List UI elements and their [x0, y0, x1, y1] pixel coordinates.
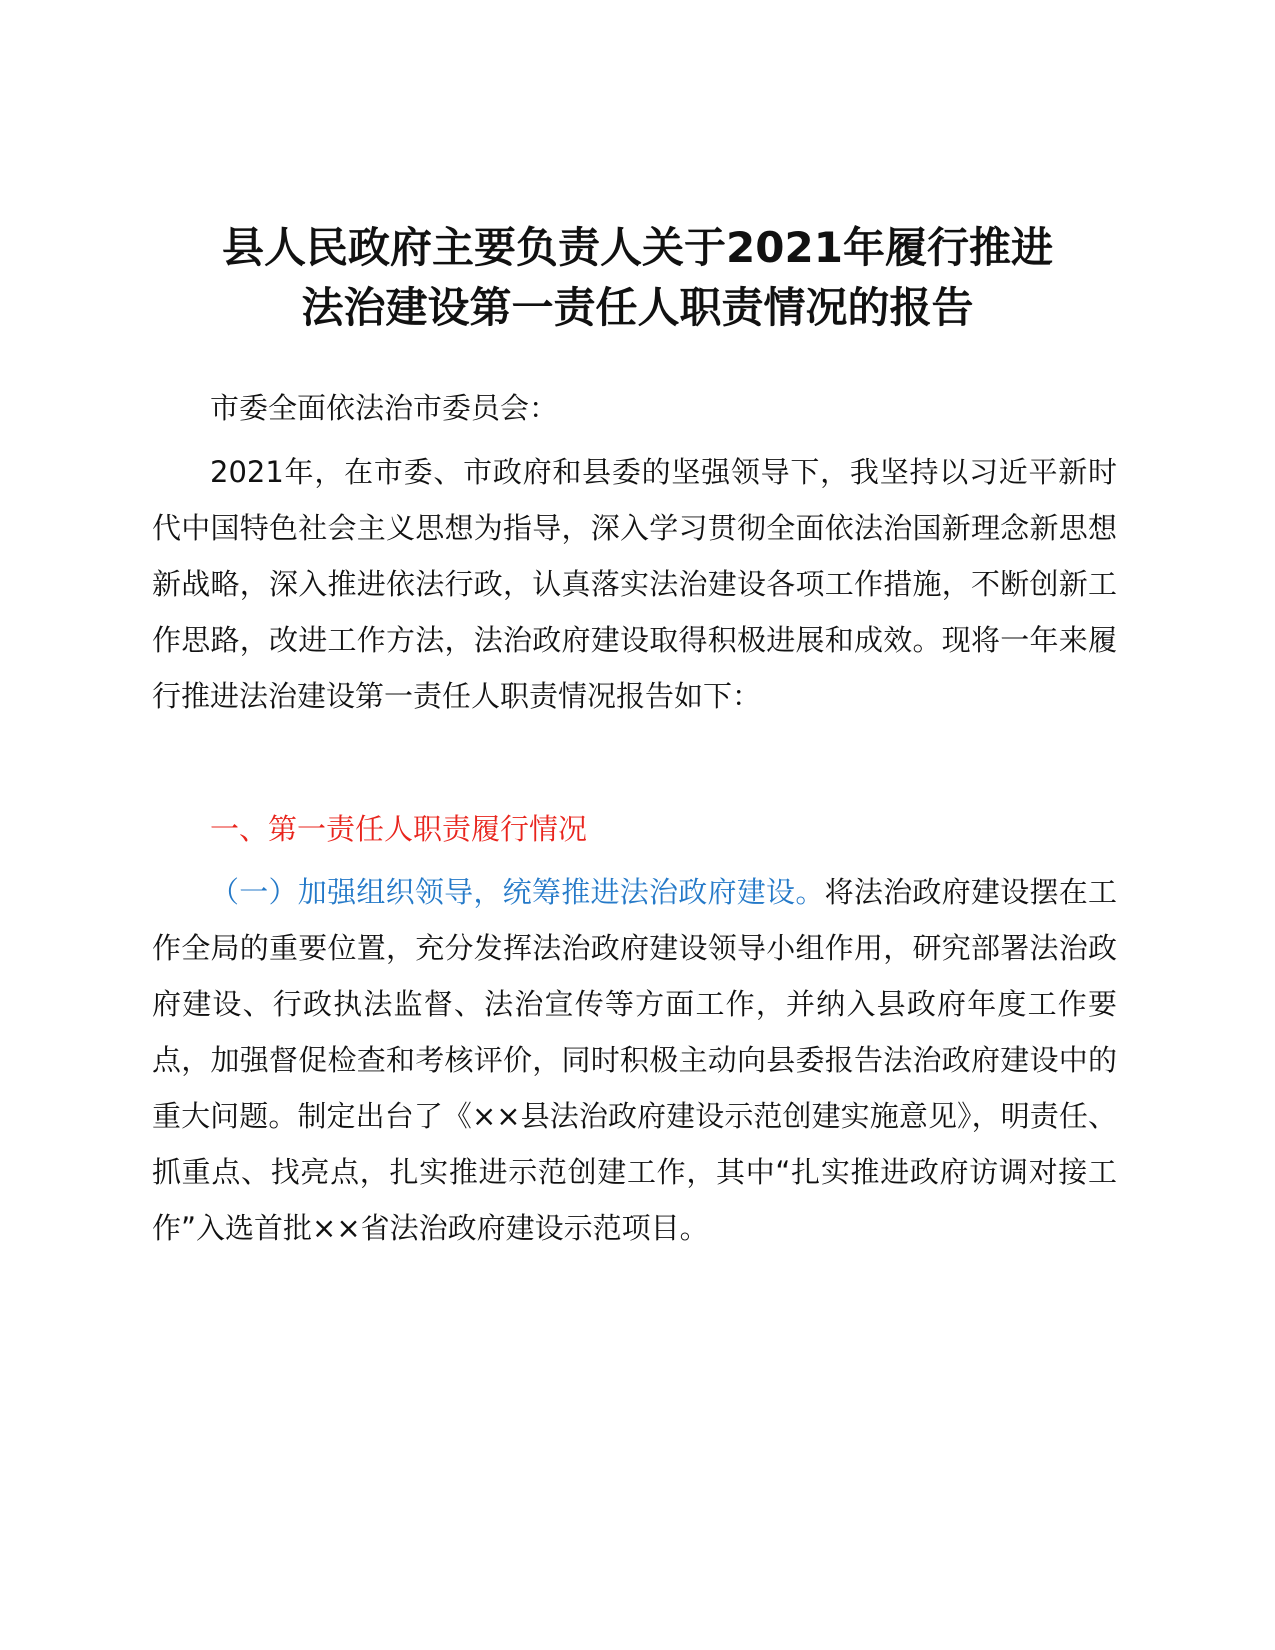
title-line-1: 县人民政府主要负责人关于2021年履行推进: [222, 223, 1053, 272]
subsection-heading: （一）加强组织领导，统筹推进法治政府建设。: [210, 875, 825, 909]
document-title: [150, 218, 1125, 338]
intro-paragraph: 2021年，在市委、市政府和县委的坚强领导下，我坚持以习近平新时代中国特色社会主义思想为指导，深入学习贯彻全面依法治国新理念新思想新战略，深入推进依法行政，认真落实法治建设各项工作措施，不断创新工作思路，改进工作方法，法治政府建设取得积极进展和成效。现将一年来履行推进法治建设第一责任人职责情况报告如下：: [152, 455, 1117, 713]
title-line-2: 法治建设第一责任人职责情况的报告: [301, 283, 974, 332]
subsection-paragraph: [152, 864, 1117, 1256]
section-heading: 一、第一责任人职责履行情况: [210, 812, 588, 846]
salutation: 市委全面依法治市委员会：: [210, 391, 559, 425]
subsection-body: 将法治政府建设摆在工作全局的重要位置，充分发挥法治政府建设领导小组作用，研究部署法治政府建设、行政执法监督、法治宣传等方面工作，并纳入县政府年度工作要点，加强督促检查和考核评价，同时积极主动向县委报告法治政府建设中的重大问题。制定出台了《××县法治政府建设示范创建实施意见》，明责任、抓重点、找亮点，扎实推进示范创建工作，其中“扎实推进政府访调对接工作”入选首批××省法治政府建设示范项目。: [152, 875, 1117, 1245]
